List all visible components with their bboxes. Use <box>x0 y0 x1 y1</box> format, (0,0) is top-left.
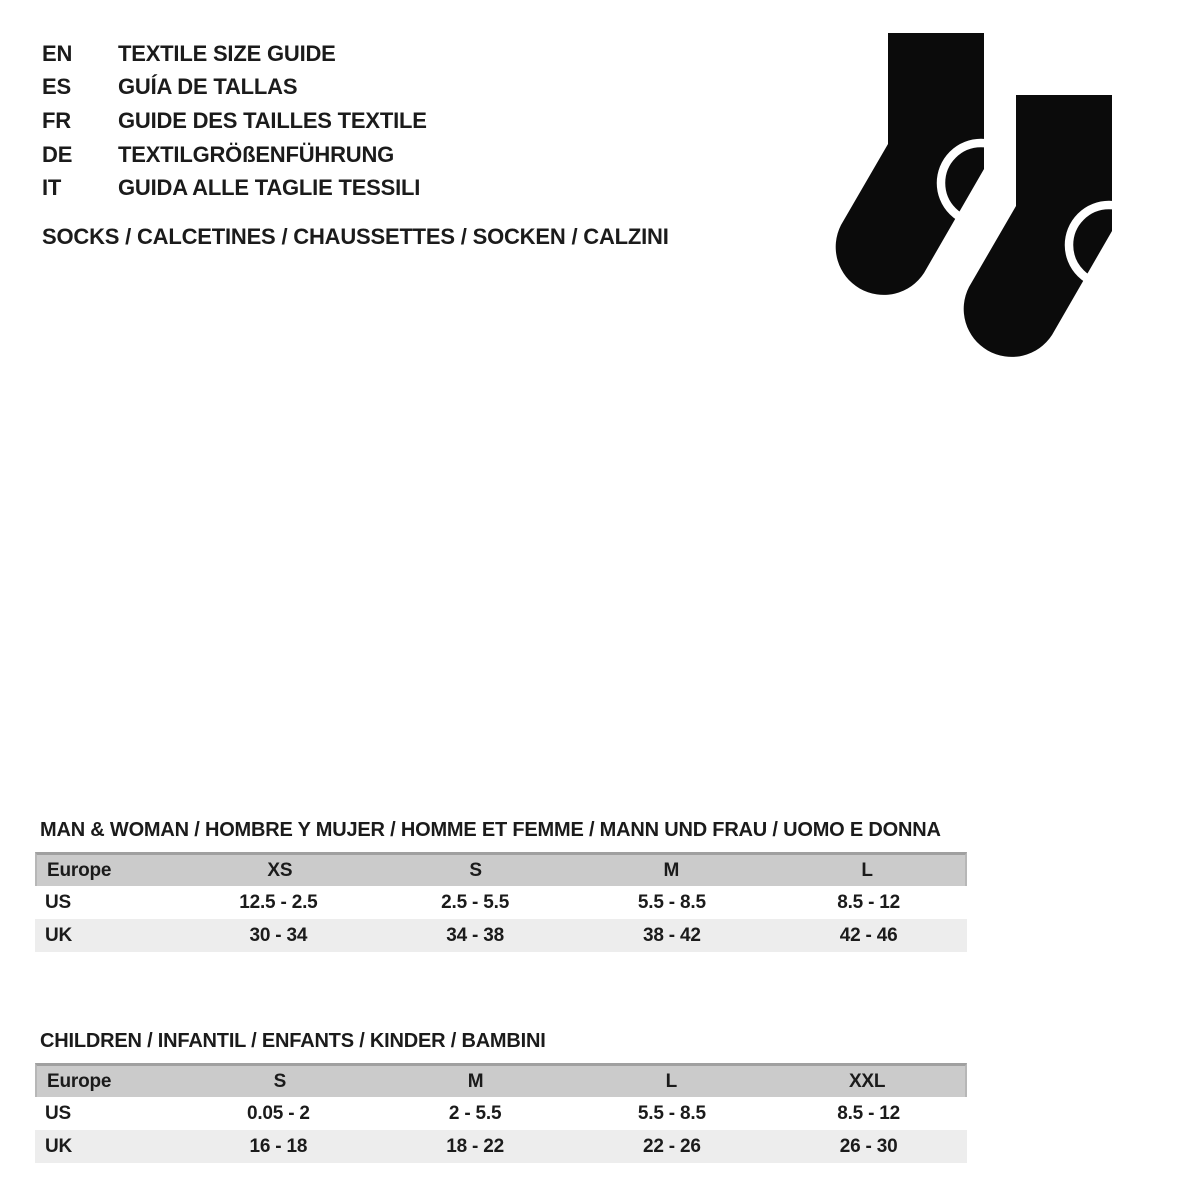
column-header-m: M <box>663 859 680 881</box>
column-header-europe: Europe <box>47 1070 112 1092</box>
size-cell: 26 - 30 <box>839 1135 898 1157</box>
size-cell: 0.05 - 2 <box>246 1102 310 1124</box>
table-title-children: CHILDREN / INFANTIL / ENFANTS / KINDER / BAMBINI <box>40 1030 546 1052</box>
size-cell: 42 - 46 <box>839 924 898 946</box>
language-code: EN <box>42 40 73 66</box>
language-title: GUIDE DES TAILLES TEXTILE <box>118 107 427 133</box>
column-header-xs: XS <box>267 859 293 881</box>
table-title-man-woman: MAN & WOMAN / HOMBRE Y MUJER / HOMME ET FEMME / MANN UND FRAU / UOMO E DONNA <box>40 819 941 841</box>
language-row-de <box>42 138 427 172</box>
size-cell: 5.5 - 8.5 <box>637 891 706 913</box>
language-row-es <box>42 71 427 105</box>
language-row-en <box>42 37 427 71</box>
column-header-s: S <box>469 859 482 881</box>
table-header-row <box>35 1063 967 1097</box>
size-cell: 22 - 26 <box>642 1135 701 1157</box>
language-title: GUÍA DE TALLAS <box>118 74 298 100</box>
column-header-xxl: XXL <box>848 1070 886 1092</box>
size-cell: 12.5 - 2.5 <box>239 891 318 913</box>
size-table-children <box>35 1063 967 1163</box>
table-row-us <box>35 886 967 919</box>
size-cell: 38 - 42 <box>642 924 701 946</box>
column-header-s: S <box>273 1070 287 1092</box>
size-cell: 16 - 18 <box>249 1135 308 1157</box>
size-cell: 2.5 - 5.5 <box>441 891 510 913</box>
language-row-fr <box>42 104 427 138</box>
column-header-l: L <box>665 1070 678 1092</box>
socks-icon <box>818 33 1156 357</box>
row-label: US <box>45 1102 71 1124</box>
size-cell: 30 - 34 <box>249 924 308 946</box>
language-title: TEXTILE SIZE GUIDE <box>118 40 336 66</box>
table-row-uk <box>35 919 967 952</box>
size-cell: 5.5 - 8.5 <box>637 1102 706 1124</box>
size-cell: 18 - 22 <box>446 1135 504 1157</box>
language-title-list <box>42 37 427 205</box>
size-cell: 8.5 - 12 <box>837 891 901 913</box>
size-cell: 2 - 5.5 <box>448 1102 502 1124</box>
language-code: IT <box>42 175 62 201</box>
category-line: SOCKS / CALCETINES / CHAUSSETTES / SOCKEN / CALZINI <box>42 224 669 249</box>
table-header-row <box>35 852 967 886</box>
size-table-man-woman <box>35 852 967 952</box>
size-cell: 8.5 - 12 <box>837 1102 901 1124</box>
row-label: US <box>45 891 71 913</box>
table-row-us <box>35 1097 967 1130</box>
table-row-uk <box>35 1130 967 1163</box>
language-code: DE <box>42 141 73 167</box>
language-code: ES <box>42 74 71 100</box>
language-row-it <box>42 171 427 205</box>
language-code: FR <box>42 107 71 133</box>
row-label: UK <box>45 924 73 946</box>
size-cell: 34 - 38 <box>446 924 504 946</box>
language-title: GUIDA ALLE TAGLIE TESSILI <box>118 175 421 201</box>
language-title: TEXTILGRÖßENFÜHRUNG <box>118 141 395 167</box>
column-header-m: M <box>467 1070 484 1092</box>
column-header-europe: Europe <box>47 859 112 881</box>
column-header-l: L <box>861 859 873 881</box>
row-label: UK <box>45 1135 73 1157</box>
